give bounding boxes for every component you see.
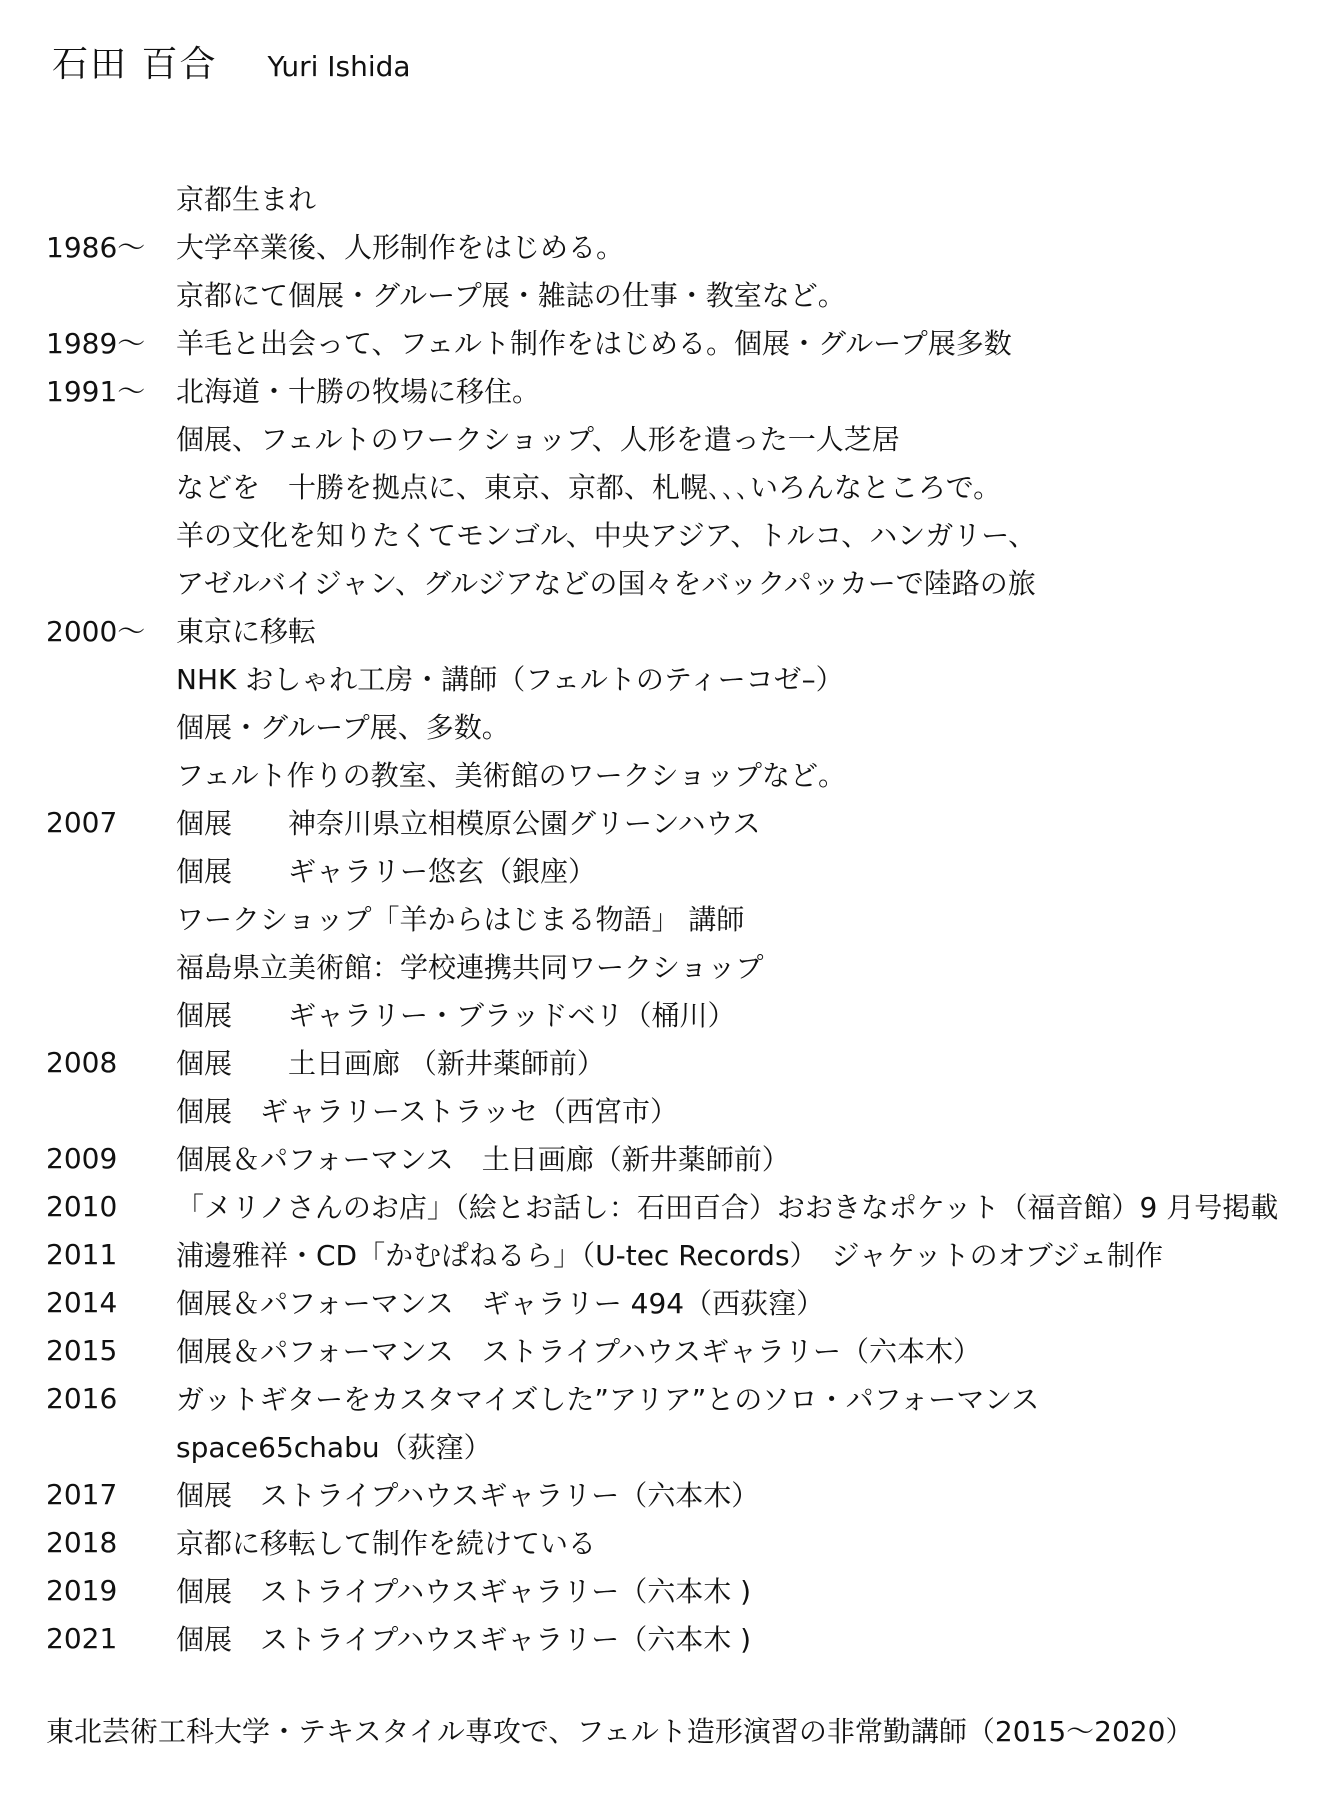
timeline-row [46, 942, 1326, 990]
timeline-entry-text: 京都生まれ [176, 183, 317, 216]
timeline-entry-text: 東京に移転 [176, 615, 317, 648]
timeline-entry-text: 個展 土日画廊 （新井薬師前） [176, 1047, 605, 1080]
timeline-year: 2008 [46, 1045, 118, 1079]
timeline-row [46, 1566, 1326, 1614]
artist-name-japanese: 石田 百合 [52, 44, 218, 85]
timeline-entry-text: などを 十勝を拠点に、東京、京都、札幌､､､いろんなところで。 [176, 471, 1002, 504]
timeline-row [46, 702, 1326, 750]
timeline-entry-text: 個展 ギャラリーストラッセ（西宮市） [176, 1095, 679, 1128]
timeline-row [46, 1614, 1326, 1662]
timeline-entry-text: 羊毛と出会って、フェルト制作をはじめる。個展・グループ展多数 [176, 327, 1012, 360]
timeline-year: 2010 [46, 1189, 118, 1223]
timeline-entry-text: 大学卒業後、人形制作をはじめる。 [176, 231, 625, 264]
timeline-entry-text: 福島県立美術館：学校連携共同ワークショップ [176, 951, 764, 984]
timeline-year: 2017 [46, 1477, 118, 1511]
timeline-row [46, 174, 1326, 222]
timeline-entry-text: 個展、フェルトのワークショップ、人形を遣った一人芝居 [176, 423, 900, 456]
timeline-entry-text: 京都に移転して制作を続けている [176, 1527, 597, 1560]
timeline-year: 2015 [46, 1333, 118, 1367]
timeline-year: 2021 [46, 1621, 118, 1655]
timeline-row [46, 366, 1326, 414]
timeline-row [46, 1134, 1326, 1182]
timeline-row [46, 222, 1326, 270]
timeline-row [46, 1278, 1326, 1326]
timeline-year: 2019 [46, 1573, 118, 1607]
timeline-row [46, 1374, 1326, 1422]
timeline-row [46, 798, 1326, 846]
timeline-year: 1986〜 [46, 231, 146, 264]
teaching-note: 東北芸術工科大学・テキスタイル専攻で、フェルト造形演習の非常勤講師（2015〜2020） [46, 1715, 1194, 1748]
timeline-entry-text: 「メリノさんのお店」（絵とお話し：石田百合）おおきなポケット（福音館）9 月号掲載 [176, 1191, 1279, 1224]
timeline-entry-text: ガットギターをカスタマイズした”アリア”とのソロ・パフォーマンス [176, 1383, 1040, 1416]
timeline-row [46, 1086, 1326, 1134]
timeline-entry-text: 個展 ギャラリー悠玄（銀座） [176, 855, 597, 888]
timeline-row [46, 1038, 1326, 1086]
timeline-entry-text: ワークショップ「羊からはじまる物語」 講師 [176, 903, 745, 936]
timeline-row [46, 558, 1326, 606]
timeline-entry-text: NHK おしゃれ工房・講師（フェルトのティーコゼ–） [176, 663, 844, 696]
profile-header [52, 36, 411, 87]
timeline-year: 2000〜 [46, 615, 146, 648]
timeline-year: 2011 [46, 1237, 118, 1271]
timeline-year: 2016 [46, 1381, 118, 1415]
timeline-row [46, 606, 1326, 654]
timeline-year: 1989〜 [46, 327, 146, 360]
timeline-year: 2009 [46, 1141, 118, 1175]
timeline-row [46, 750, 1326, 798]
biography-timeline [46, 174, 1326, 1662]
timeline-year: 1991〜 [46, 375, 146, 408]
timeline-entry-text: 個展＆パフォーマンス 土日画廊（新井薬師前） [176, 1143, 790, 1176]
timeline-row [46, 1470, 1326, 1518]
timeline-entry-text: 北海道・十勝の牧場に移住。 [176, 375, 541, 408]
timeline-entry-text: 個展 ギャラリー・ブラッドベリ（桶川） [176, 999, 736, 1032]
timeline-row [46, 894, 1326, 942]
timeline-entry-text: 京都にて個展・グループ展・雑誌の仕事・教室など。 [176, 279, 846, 312]
timeline-entry-text: 個展＆パフォーマンス ギャラリー 494（西荻窪） [176, 1287, 825, 1320]
timeline-entry-text: 羊の文化を知りたくてモンゴル、中央アジア、トルコ、ハンガリー、 [176, 519, 1037, 552]
timeline-entry-text: アゼルバイジャン、グルジアなどの国々をバックパッカーで陸路の旅 [176, 567, 1036, 600]
timeline-entry-text: space65chabu（荻窪） [176, 1431, 492, 1464]
timeline-entry-text: 個展＆パフォーマンス ストライプハウスギャラリー（六本木） [176, 1335, 982, 1368]
timeline-row [46, 846, 1326, 894]
timeline-row [46, 510, 1326, 558]
timeline-row [46, 654, 1326, 702]
timeline-entry-text: 個展 神奈川県立相模原公園グリーンハウス [176, 807, 761, 840]
timeline-year: 2014 [46, 1285, 118, 1319]
timeline-entry-text: 個展 ストライプハウスギャラリー（六本木 ) [176, 1575, 752, 1608]
timeline-row [46, 1422, 1326, 1470]
timeline-entry-text: 個展 ストライプハウスギャラリー（六本木） [176, 1479, 760, 1512]
timeline-row [46, 1230, 1326, 1278]
timeline-entry-text: フェルト作りの教室、美術館のワークショップなど。 [176, 759, 847, 792]
timeline-entry-text: 個展 ストライプハウスギャラリー（六本木 ) [176, 1623, 752, 1656]
timeline-row [46, 990, 1326, 1038]
timeline-row [46, 318, 1326, 366]
artist-name-english: Yuri Ishida [267, 50, 411, 83]
timeline-row [46, 1326, 1326, 1374]
timeline-year: 2007 [46, 805, 118, 839]
timeline-year: 2018 [46, 1525, 118, 1559]
timeline-row [46, 414, 1326, 462]
timeline-row [46, 1182, 1326, 1230]
timeline-row [46, 462, 1326, 510]
timeline-entry-text: 浦邊雅祥・CD「かむぱねるら」（U-tec Records） ジャケットのオブジェ制作 [176, 1239, 1164, 1272]
timeline-row [46, 1518, 1326, 1566]
timeline-entry-text: 個展・グループ展、多数。 [176, 711, 510, 744]
timeline-row [46, 270, 1326, 318]
